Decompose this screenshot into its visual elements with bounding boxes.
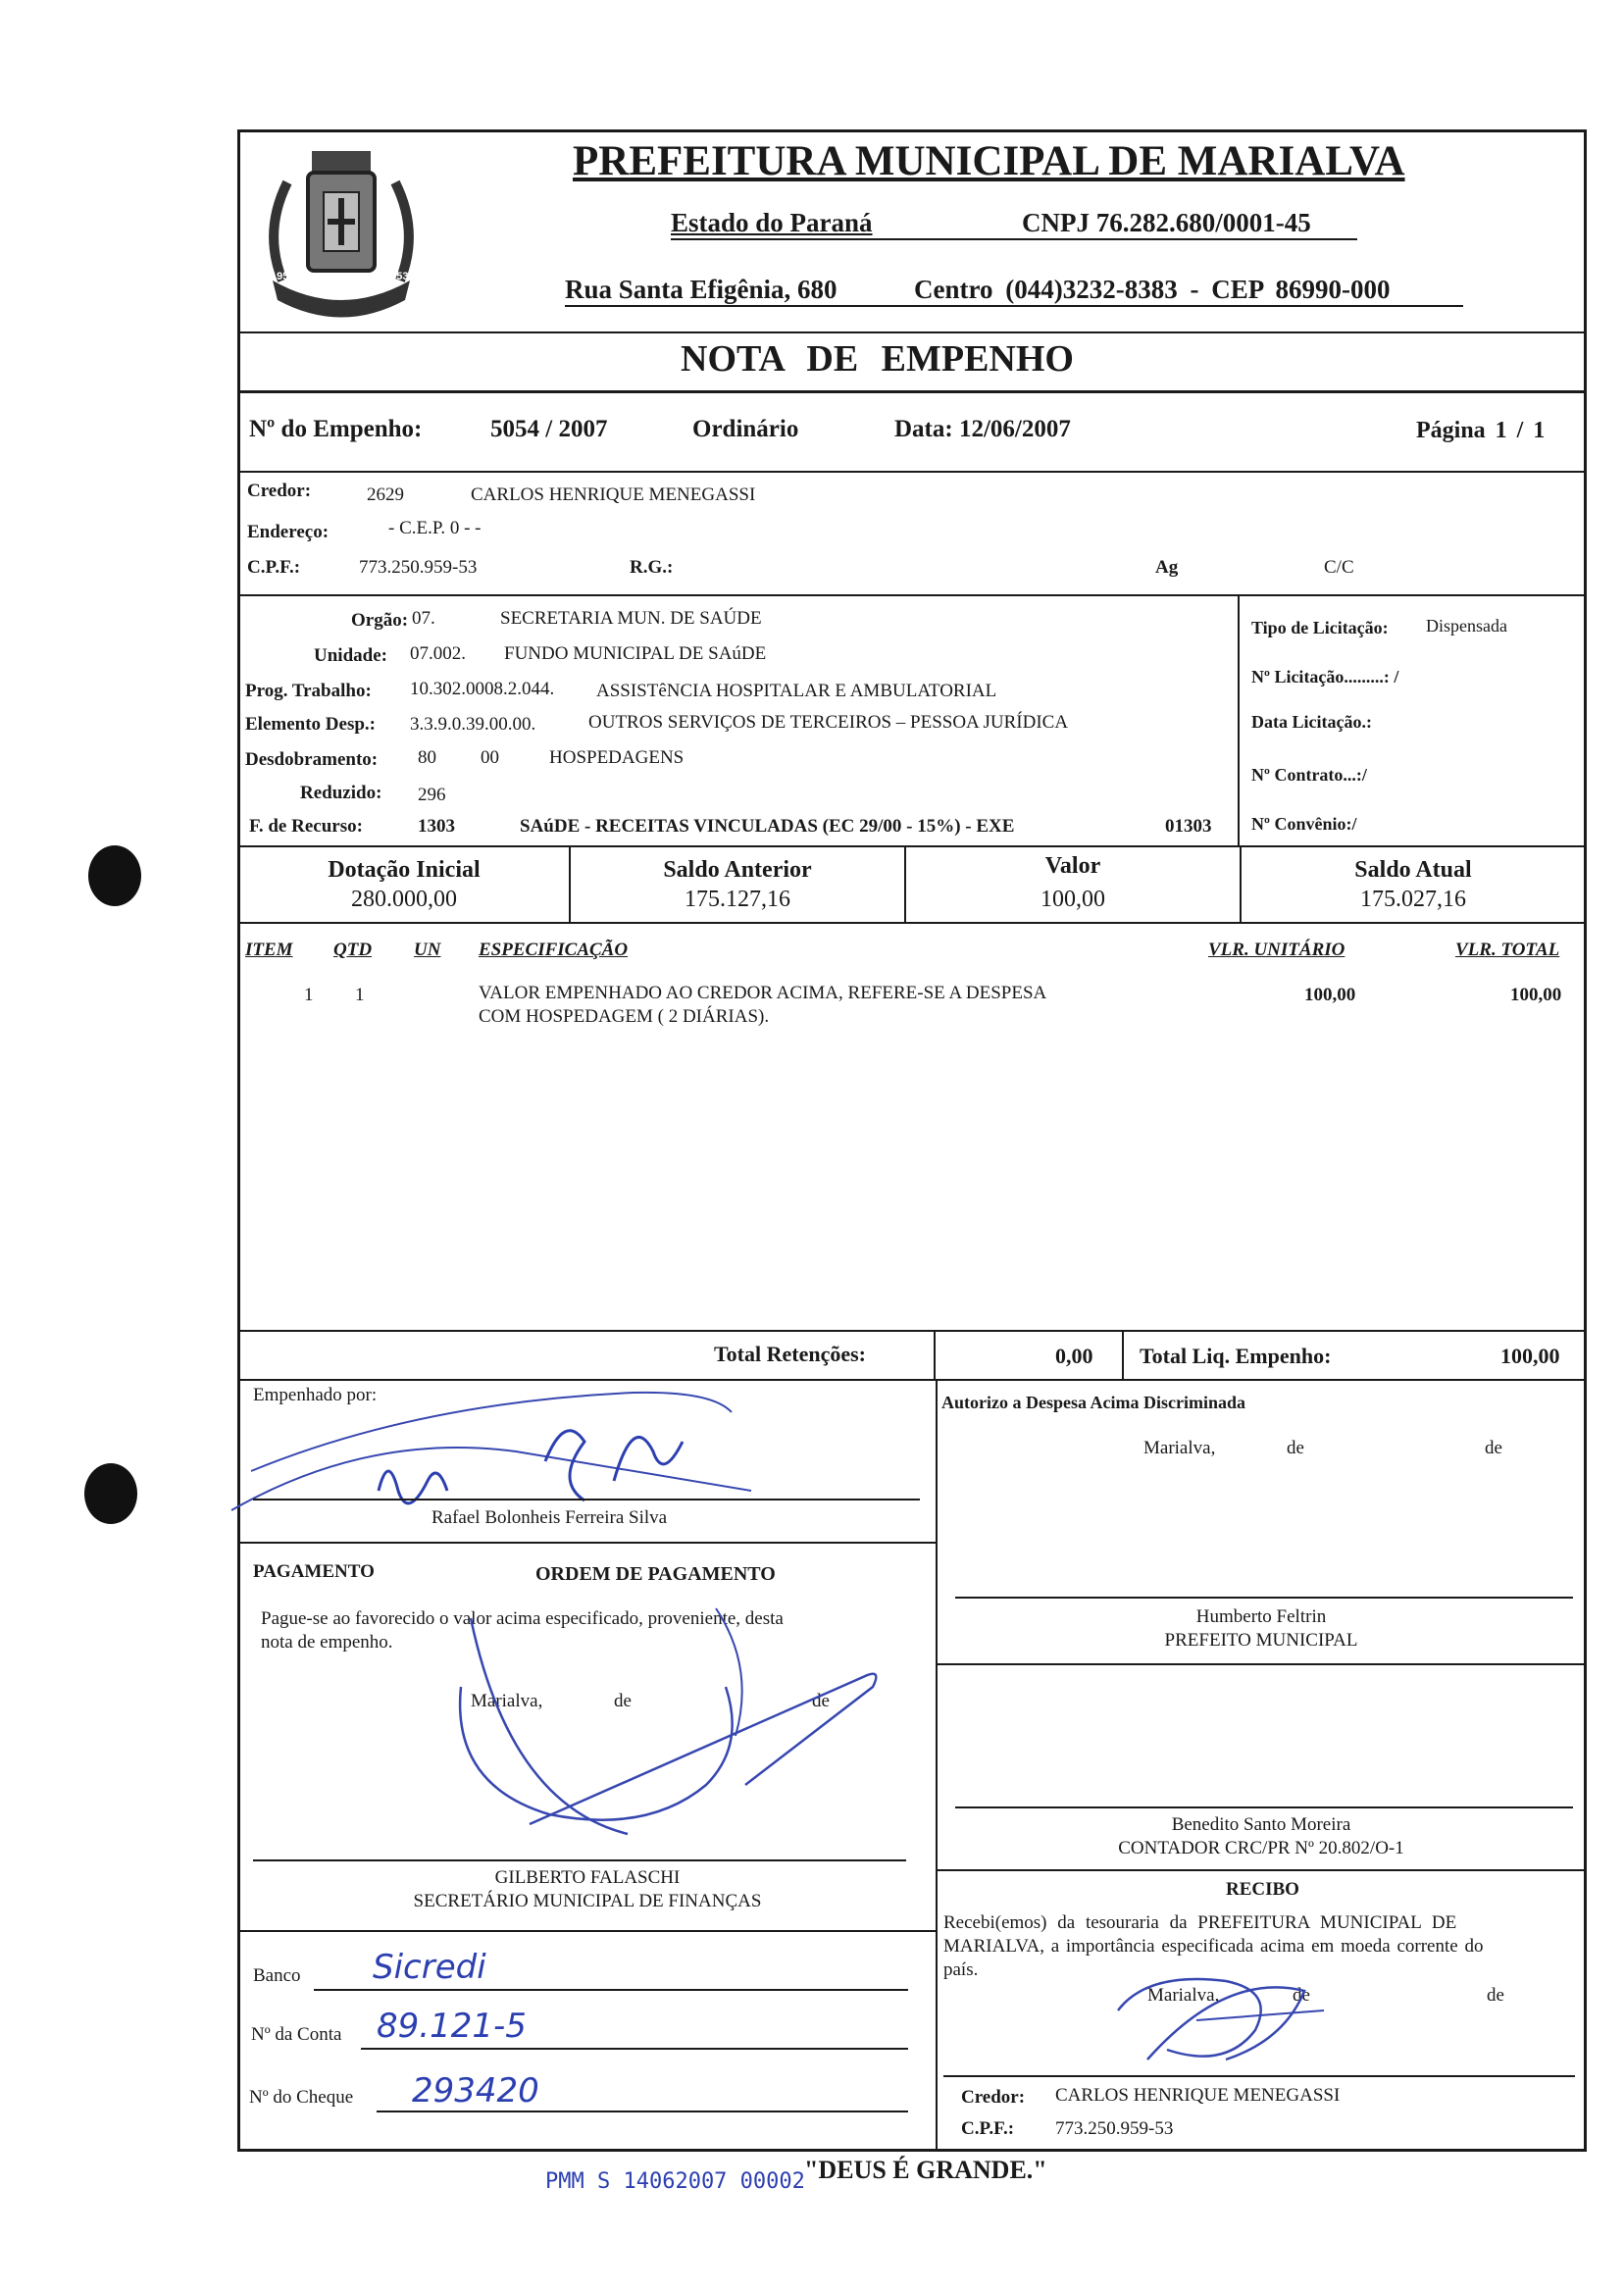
autorizo-city: Marialva, xyxy=(1143,1438,1216,1458)
row-spec-line-2: COM HOSPEDAGEM ( 2 DIÁRIAS). xyxy=(479,1006,770,1027)
divider-items xyxy=(237,1330,1587,1332)
cc-label: C/C xyxy=(1324,557,1354,578)
elemento-label: Elemento Desp.: xyxy=(245,714,376,735)
rg-label: R.G.: xyxy=(630,557,674,578)
banco-value[interactable]: Sicredi xyxy=(373,1948,486,1987)
state-name: Estado do Paraná xyxy=(671,208,873,237)
address-value: - C.E.P. 0 - - xyxy=(388,518,482,538)
prog-trabalho-name: ASSISTêNCIA HOSPITALAR E AMBULATORIAL xyxy=(596,681,997,701)
cnpj: CNPJ 76.282.680/0001-45 xyxy=(1022,208,1311,237)
retencoes-value: 0,00 xyxy=(1055,1344,1093,1368)
orgao-name: SECRETARIA MUN. DE SAÚDE xyxy=(500,608,762,629)
liq-value: 100,00 xyxy=(1500,1344,1560,1368)
valor-value: 100,00 xyxy=(1040,887,1105,912)
empenho-type: Ordinário xyxy=(692,416,799,442)
retencoes-label: Total Retenções: xyxy=(714,1342,866,1366)
divider-prefeito xyxy=(936,1663,1587,1665)
empenhado-signature-line xyxy=(253,1499,920,1501)
recibo-de-2: de xyxy=(1487,1985,1504,2006)
recibo-text-2: MARIALVA, a importância especificada acima em moeda corrente do xyxy=(943,1936,1484,1957)
cheque-line xyxy=(377,2111,908,2112)
dotacao-value: 280.000,00 xyxy=(351,887,457,912)
pagamento-de-1: de xyxy=(614,1691,632,1711)
recurso-name: SAúDE - RECEITAS VINCULADAS (EC 29/00 - 15%) - EXE xyxy=(520,816,1015,837)
empenhado-label: Empenhado por: xyxy=(253,1385,378,1405)
desdobramento-name: HOSPEDAGENS xyxy=(549,747,685,768)
prefeito-role: PREFEITO MUNICIPAL xyxy=(1164,1630,1358,1651)
divider-contador xyxy=(936,1869,1587,1871)
saldo-atual-value: 175.027,16 xyxy=(1360,887,1466,912)
address-underline xyxy=(565,305,1463,307)
recibo-text-3: país. xyxy=(943,1959,979,1980)
saldo-anterior-value: 175.127,16 xyxy=(685,887,790,912)
autorizo-de-1: de xyxy=(1287,1438,1304,1458)
footer-stamp: PMM S 14062007 00002 xyxy=(545,2169,805,2194)
credor-name: CARLOS HENRIQUE MENEGASSI xyxy=(471,484,756,505)
punch-hole-lower xyxy=(84,1463,137,1524)
address-street: Rua Santa Efigênia, 680 xyxy=(565,275,837,304)
row-total-value: 100,00 xyxy=(1510,985,1562,1005)
data-licitacao: Data Licitação.: xyxy=(1251,712,1372,732)
num-contrato: Nº Contrato...:/ xyxy=(1251,765,1367,785)
desdobramento-code-1: 80 xyxy=(418,747,436,768)
credor-code: 2629 xyxy=(367,484,404,505)
recibo-text-1: Recebi(emos) da tesouraria da PREFEITURA MUNICIPAL DE xyxy=(943,1912,1457,1933)
empenho-number-label: Nº do Empenho: xyxy=(249,416,423,442)
banco-label: Banco xyxy=(253,1965,301,1986)
conta-label: Nº da Conta xyxy=(251,2024,342,2045)
contador-name: Benedito Santo Moreira xyxy=(1171,1814,1351,1835)
recurso-code: 1303 xyxy=(418,816,455,837)
reduzido-value: 296 xyxy=(418,785,446,805)
prefeito-name: Humberto Feltrin xyxy=(1195,1606,1327,1627)
seal-year-right: 1953 xyxy=(384,271,409,282)
recibo-de-1: de xyxy=(1293,1985,1310,2006)
desdobramento-label: Desdobramento: xyxy=(245,749,379,770)
unidade-name: FUNDO MUNICIPAL DE SAúDE xyxy=(504,643,767,664)
cheque-value[interactable]: 293420 xyxy=(412,2071,539,2111)
divider-credor xyxy=(237,594,1587,596)
ordem-pagamento-label: ORDEM DE PAGAMENTO xyxy=(535,1563,776,1585)
pagamento-text-1: Pague-se ao favorecido o valor acima especificado, proveniente, desta xyxy=(261,1608,784,1629)
unidade-label: Unidade: xyxy=(314,645,387,666)
cheque-label: Nº do Cheque xyxy=(249,2087,354,2108)
empenhado-name: Rafael Bolonheis Ferreira Silva xyxy=(431,1507,668,1528)
contador-role: CONTADOR CRC/PR Nº 20.802/O-1 xyxy=(1118,1838,1404,1858)
recibo-cpf-value: 773.250.959-53 xyxy=(1055,2118,1174,2139)
tipo-licitacao-label: Tipo de Licitação: xyxy=(1251,618,1389,637)
recibo-city: Marialva, xyxy=(1147,1985,1220,2006)
unidade-code: 07.002. xyxy=(410,643,466,664)
pagamento-de-2: de xyxy=(812,1691,830,1711)
credor-label: Credor: xyxy=(247,481,312,501)
empenho-date: Data: 12/06/2007 xyxy=(894,416,1071,442)
footer-motto: "DEUS É GRANDE." xyxy=(804,2156,1047,2184)
pagamento-text-2: nota de empenho. xyxy=(261,1632,393,1653)
desdobramento-code-2: 00 xyxy=(481,747,499,768)
credor-signature xyxy=(1108,1952,1344,2079)
num-convenio: Nº Convênio:/ xyxy=(1251,814,1357,834)
divider-budget-licitacao xyxy=(1238,594,1240,845)
empenho-number-value: 5054 / 2007 xyxy=(490,416,608,442)
secretario-name: GILBERTO FALASCHI xyxy=(494,1867,681,1888)
cpf-label: C.P.F.: xyxy=(247,557,301,578)
orgao-code: 07. xyxy=(412,608,435,629)
col-header-vlr-unitario: VLR. UNITÁRIO xyxy=(1208,940,1345,960)
row-qtd: 1 xyxy=(355,985,365,1005)
address-rest: Centro (044)3232-8383 - CEP 86990-000 xyxy=(914,275,1391,304)
divider-empenhado xyxy=(237,1542,936,1544)
punch-hole-upper xyxy=(88,845,141,906)
address-label: Endereço: xyxy=(247,522,330,542)
secretario-signature xyxy=(451,1589,902,1844)
col-header-especificacao: ESPECIFICAÇÃO xyxy=(479,940,629,960)
row-unit-value: 100,00 xyxy=(1304,985,1356,1005)
recibo-cpf-label: C.P.F.: xyxy=(961,2118,1015,2139)
municipality-title: PREFEITURA MUNICIPAL DE MARIALVA xyxy=(573,138,1405,184)
divider-saldos xyxy=(237,922,1587,924)
row-spec-line-1: VALOR EMPENHADO AO CREDOR ACIMA, REFERE-SE A DESPESA xyxy=(479,983,1047,1003)
elemento-code: 3.3.9.0.39.00.00. xyxy=(410,714,536,735)
autorizo-label: Autorizo a Despesa Acima Discriminada xyxy=(941,1393,1245,1412)
saldo-anterior-label: Saldo Anterior xyxy=(663,857,812,883)
autorizo-de-2: de xyxy=(1485,1438,1502,1458)
secretario-role: SECRETÁRIO MUNICIPAL DE FINANÇAS xyxy=(413,1891,762,1911)
prefeito-signature-line xyxy=(955,1597,1573,1599)
num-licitacao: Nº Licitação.........: / xyxy=(1251,667,1399,687)
seal-text: MARIALVA xyxy=(300,280,366,295)
cpf-value: 773.250.959-53 xyxy=(359,557,478,578)
prog-trabalho-label: Prog. Trabalho: xyxy=(245,681,372,701)
divider-totals-1 xyxy=(934,1330,936,1379)
document-title: NOTA DE EMPENHO xyxy=(681,338,1074,380)
liq-label: Total Liq. Empenho: xyxy=(1140,1344,1332,1368)
divider-empenho xyxy=(237,471,1587,473)
divider-totals-2 xyxy=(1122,1330,1124,1379)
state-cnpj-underline xyxy=(671,238,1357,240)
recibo-title: RECIBO xyxy=(1226,1879,1299,1900)
divider-budget xyxy=(237,845,1587,847)
dotacao-label: Dotação Inicial xyxy=(328,857,481,883)
row-item: 1 xyxy=(304,985,314,1005)
seal-year-left: 1951 xyxy=(271,271,295,282)
saldo-atual-label: Saldo Atual xyxy=(1354,857,1472,883)
secretario-signature-line xyxy=(253,1859,906,1861)
recibo-signature-line xyxy=(943,2075,1575,2077)
divider-lower-columns xyxy=(936,1379,938,2152)
divider-title xyxy=(237,390,1587,393)
prog-trabalho-code: 10.302.0008.2.044. xyxy=(410,679,555,699)
banco-line xyxy=(314,1989,908,1991)
recibo-credor-label: Credor: xyxy=(961,2087,1026,2108)
conta-value[interactable]: 89.121-5 xyxy=(377,2007,527,2046)
recurso-label: F. de Recurso: xyxy=(249,816,363,837)
divider-header xyxy=(237,331,1587,333)
recibo-credor-value: CARLOS HENRIQUE MENEGASSI xyxy=(1055,2085,1341,2106)
contador-signature-line xyxy=(955,1806,1573,1808)
elemento-name: OUTROS SERVIÇOS DE TERCEIROS – PESSOA JURÍDICA xyxy=(588,712,1069,733)
conta-line xyxy=(361,2048,908,2050)
recurso-code-2: 01303 xyxy=(1165,816,1212,837)
tipo-licitacao-value: Dispensada xyxy=(1426,616,1507,636)
col-header-qtd: QTD xyxy=(333,940,373,960)
valor-label: Valor xyxy=(1044,853,1101,879)
pagamento-label: PAGAMENTO xyxy=(253,1561,375,1582)
col-header-item: ITEM xyxy=(245,940,293,960)
pagamento-city: Marialva, xyxy=(471,1691,543,1711)
page-number: Página 1 / 1 xyxy=(1416,418,1546,443)
reduzido-label: Reduzido: xyxy=(300,783,382,803)
municipal-seal xyxy=(243,133,439,330)
orgao-label: Orgão: xyxy=(351,610,409,631)
col-header-vlr-total: VLR. TOTAL xyxy=(1455,940,1560,960)
divider-secretario xyxy=(237,1930,936,1932)
ag-label: Ag xyxy=(1155,557,1179,578)
col-header-un: UN xyxy=(414,940,441,960)
